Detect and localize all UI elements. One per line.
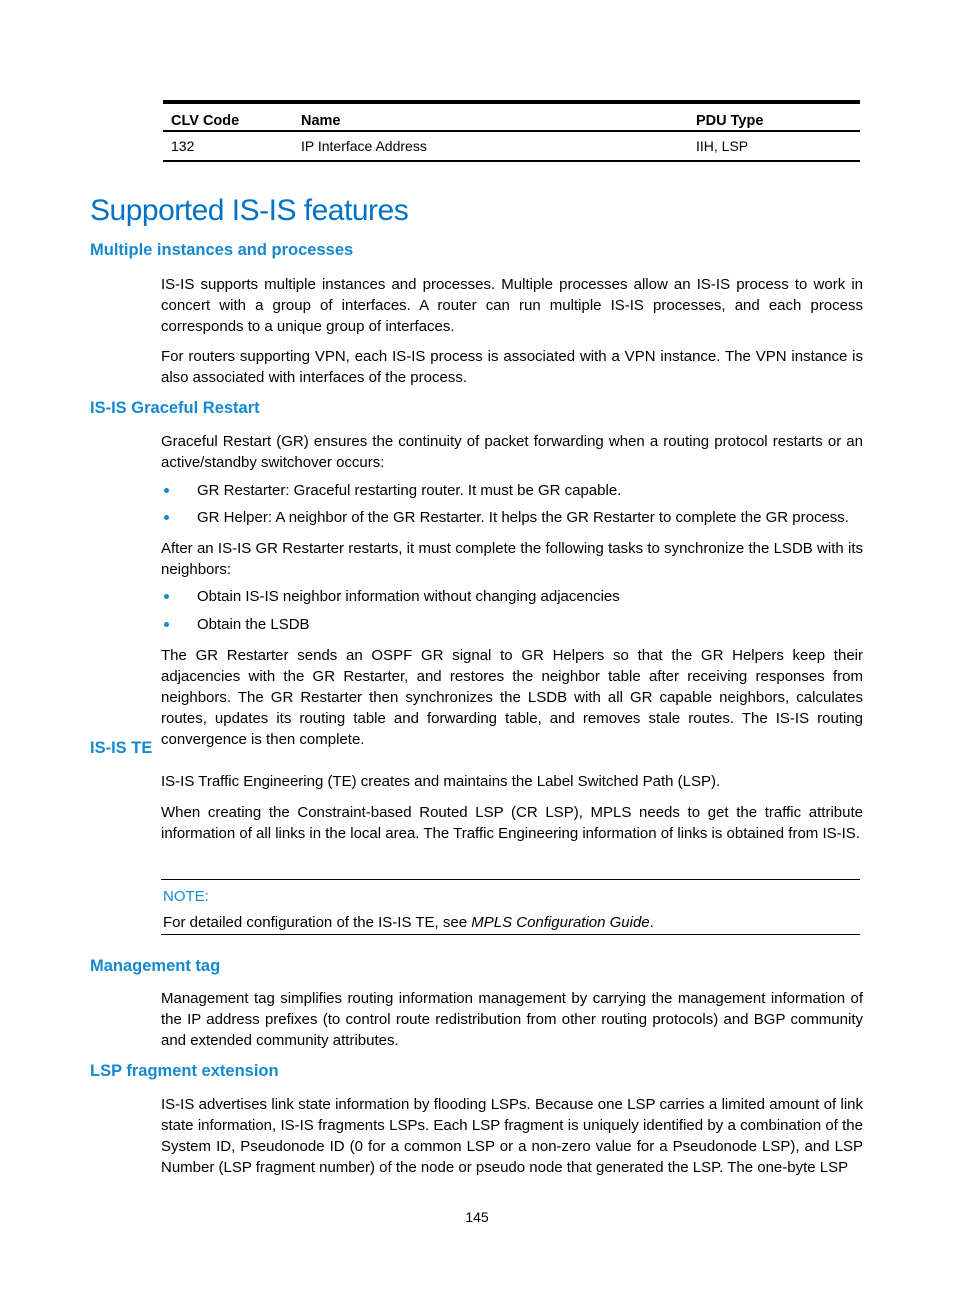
table-cell: 132 [171, 138, 195, 154]
table-header-cell: PDU Type [696, 113, 764, 129]
paragraph: The GR Restarter sends an OSPF GR signal to GR Helpers so that the GR Helpers keep their adjacencies with the GR Restarter, and restores the neighbor table after receiving responses from neighbors. The GR Restarter then synchronizes the LSDB with all GR capable neighbors, calculates routes, updates its routing table and forwarding table, and removes stale routes. The IS-IS routing convergence is then complete. [161, 647, 863, 748]
paragraph: IS-IS Traffic Engineering (TE) creates and maintains the Label Switched Path (LSP). [161, 773, 721, 790]
paragraph: IS-IS advertises link state information by flooding LSPs. Because one LSP carries a limited amount of link state information, IS-IS fragments LSPs. Each LSP fragment is uniquely identified by a combination of the System ID, Pseudonode ID (0 for a common LSP or a non-zero value for a Pseudonode LSP), and LSP Number (LSP fragment number) of the node or pseudo node that generated the LSP. The one-byte LSP [161, 1096, 863, 1176]
list-item-text: Obtain the LSDB [197, 616, 310, 633]
note-box [161, 879, 860, 935]
bullet-icon [164, 515, 169, 520]
note-text-main: For detailed configuration of the IS-IS TE, see [163, 914, 472, 931]
list-item-text: GR Helper: A neighbor of the GR Restarter. It helps the GR Restarter to complete the GR process. [197, 509, 849, 526]
note-reference: MPLS Configuration Guide [471, 914, 650, 931]
bullet-icon [164, 488, 169, 493]
list-item-text: GR Restarter: Graceful restarting router. It must be GR capable. [197, 482, 622, 499]
section-heading-lsp: LSP fragment extension [90, 1062, 279, 1080]
section-heading-mgmt: Management tag [90, 957, 221, 975]
list-item-text: Obtain IS-IS neighbor information without changing adjacencies [197, 588, 620, 605]
section-heading-gr: IS-IS Graceful Restart [90, 399, 260, 417]
note-text [163, 914, 860, 931]
table-cell: IIH, LSP [696, 138, 749, 154]
table-row [163, 132, 860, 162]
table-header-cell: Name [301, 113, 341, 129]
table-header-row [163, 104, 860, 132]
paragraph: IS-IS supports multiple instances and processes. Multiple processes allow an IS-IS process to work in concert with a group of interfaces. A router can run multiple IS-IS processes, and each process corresponds to a unique group of interfaces. [161, 276, 863, 335]
note-bottom-rule [161, 934, 860, 935]
bullet-icon [164, 622, 169, 627]
paragraph: Management tag simplifies routing information management by carrying the management information of the IP address prefixes (to control route redistribution from other routing protocols) and BGP community and extended community attributes. [161, 990, 863, 1049]
page-number: 145 [465, 1209, 489, 1225]
page-title: Supported IS-IS features [90, 194, 409, 227]
bullet-icon [164, 594, 169, 599]
note-label: NOTE: [163, 888, 209, 905]
paragraph: After an IS-IS GR Restarter restarts, it must complete the following tasks to synchronize the LSDB with its neighbors: [161, 540, 863, 578]
note-text-end: . [649, 914, 654, 931]
table-cell: IP Interface Address [301, 138, 427, 154]
note-top-rule [161, 879, 860, 880]
table-header-cell: CLV Code [171, 113, 240, 129]
paragraph: Graceful Restart (GR) ensures the continuity of packet forwarding when a routing protocol restarts or an active/standby switchover occurs: [161, 433, 863, 471]
section-heading-te: IS-IS TE [90, 739, 153, 757]
paragraph: For routers supporting VPN, each IS-IS process is associated with a VPN instance. The VPN instance is also associated with interfaces of the process. [161, 348, 863, 386]
section-heading-multiple: Multiple instances and processes [90, 241, 354, 259]
paragraph: When creating the Constraint-based Routed LSP (CR LSP), MPLS needs to get the traffic attribute information of all links in the local area. The Traffic Engineering information of links is obtained from IS-IS. [161, 804, 863, 842]
clv-table [163, 100, 860, 162]
